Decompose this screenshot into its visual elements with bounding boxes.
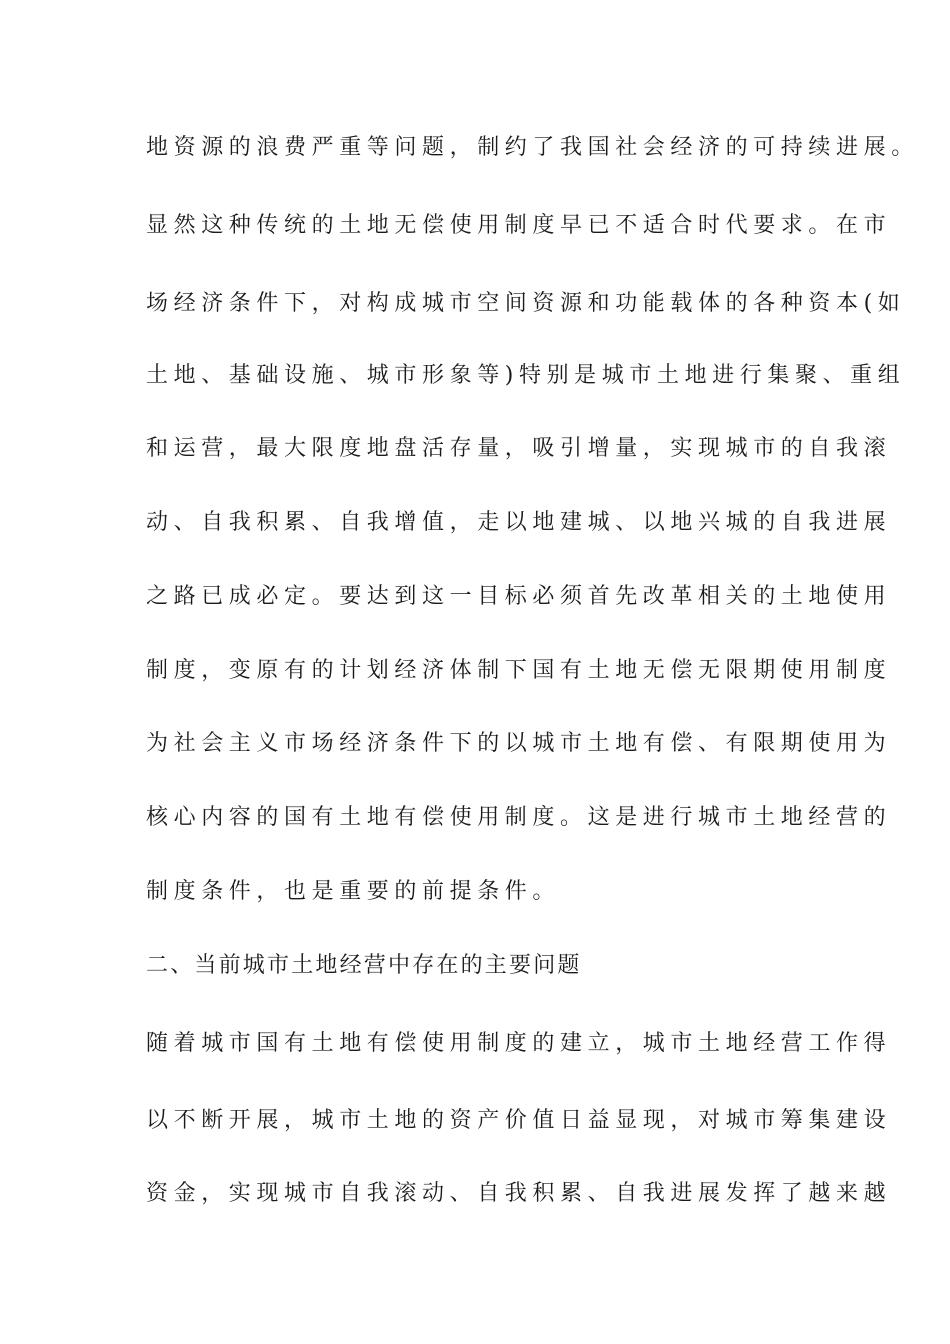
body-text-line: 制度，变原有的计划经济体制下国有土地无偿无限期使用制度	[146, 658, 892, 683]
body-text-line: 为社会主义市场经济条件下的以城市土地有偿、有限期使用为	[146, 731, 892, 756]
body-text-line: 随着城市国有土地有偿使用制度的建立，城市土地经营工作得	[146, 1031, 892, 1056]
body-text-line: 动、自我积累、自我增值，走以地建城、以地兴城的自我进展	[146, 510, 892, 535]
body-text-line: 资金，实现城市自我滚动、自我积累、自我进展发挥了越来越	[146, 1181, 892, 1206]
body-text-line: 土地、基础设施、城市形象等)特别是城市土地进行集聚、重组	[146, 363, 906, 388]
body-text-line: 制度条件，也是重要的前提条件。	[146, 879, 561, 904]
body-text-line: 以不断开展，城市土地的资产价值日益显现，对城市筹集建设	[146, 1108, 892, 1133]
body-text-line: 显然这种传统的土地无偿使用制度早已不适合时代要求。在市	[146, 213, 892, 238]
body-text-line: 和运营，最大限度地盘活存量，吸引增量，实现城市的自我滚	[146, 436, 892, 461]
body-text-line: 之路已成必定。要达到这一目标必须首先改革相关的土地使用	[146, 584, 892, 609]
section-heading: 二、当前城市土地经营中存在的主要问题	[146, 953, 582, 978]
body-text-line: 场经济条件下，对构成城市空间资源和功能载体的各种资本(如	[146, 291, 906, 316]
body-text-line: 核心内容的国有土地有偿使用制度。这是进行城市土地经营的	[146, 805, 892, 830]
body-text-line: 地资源的浪费严重等问题，制约了我国社会经济的可持续进展。	[146, 135, 919, 160]
